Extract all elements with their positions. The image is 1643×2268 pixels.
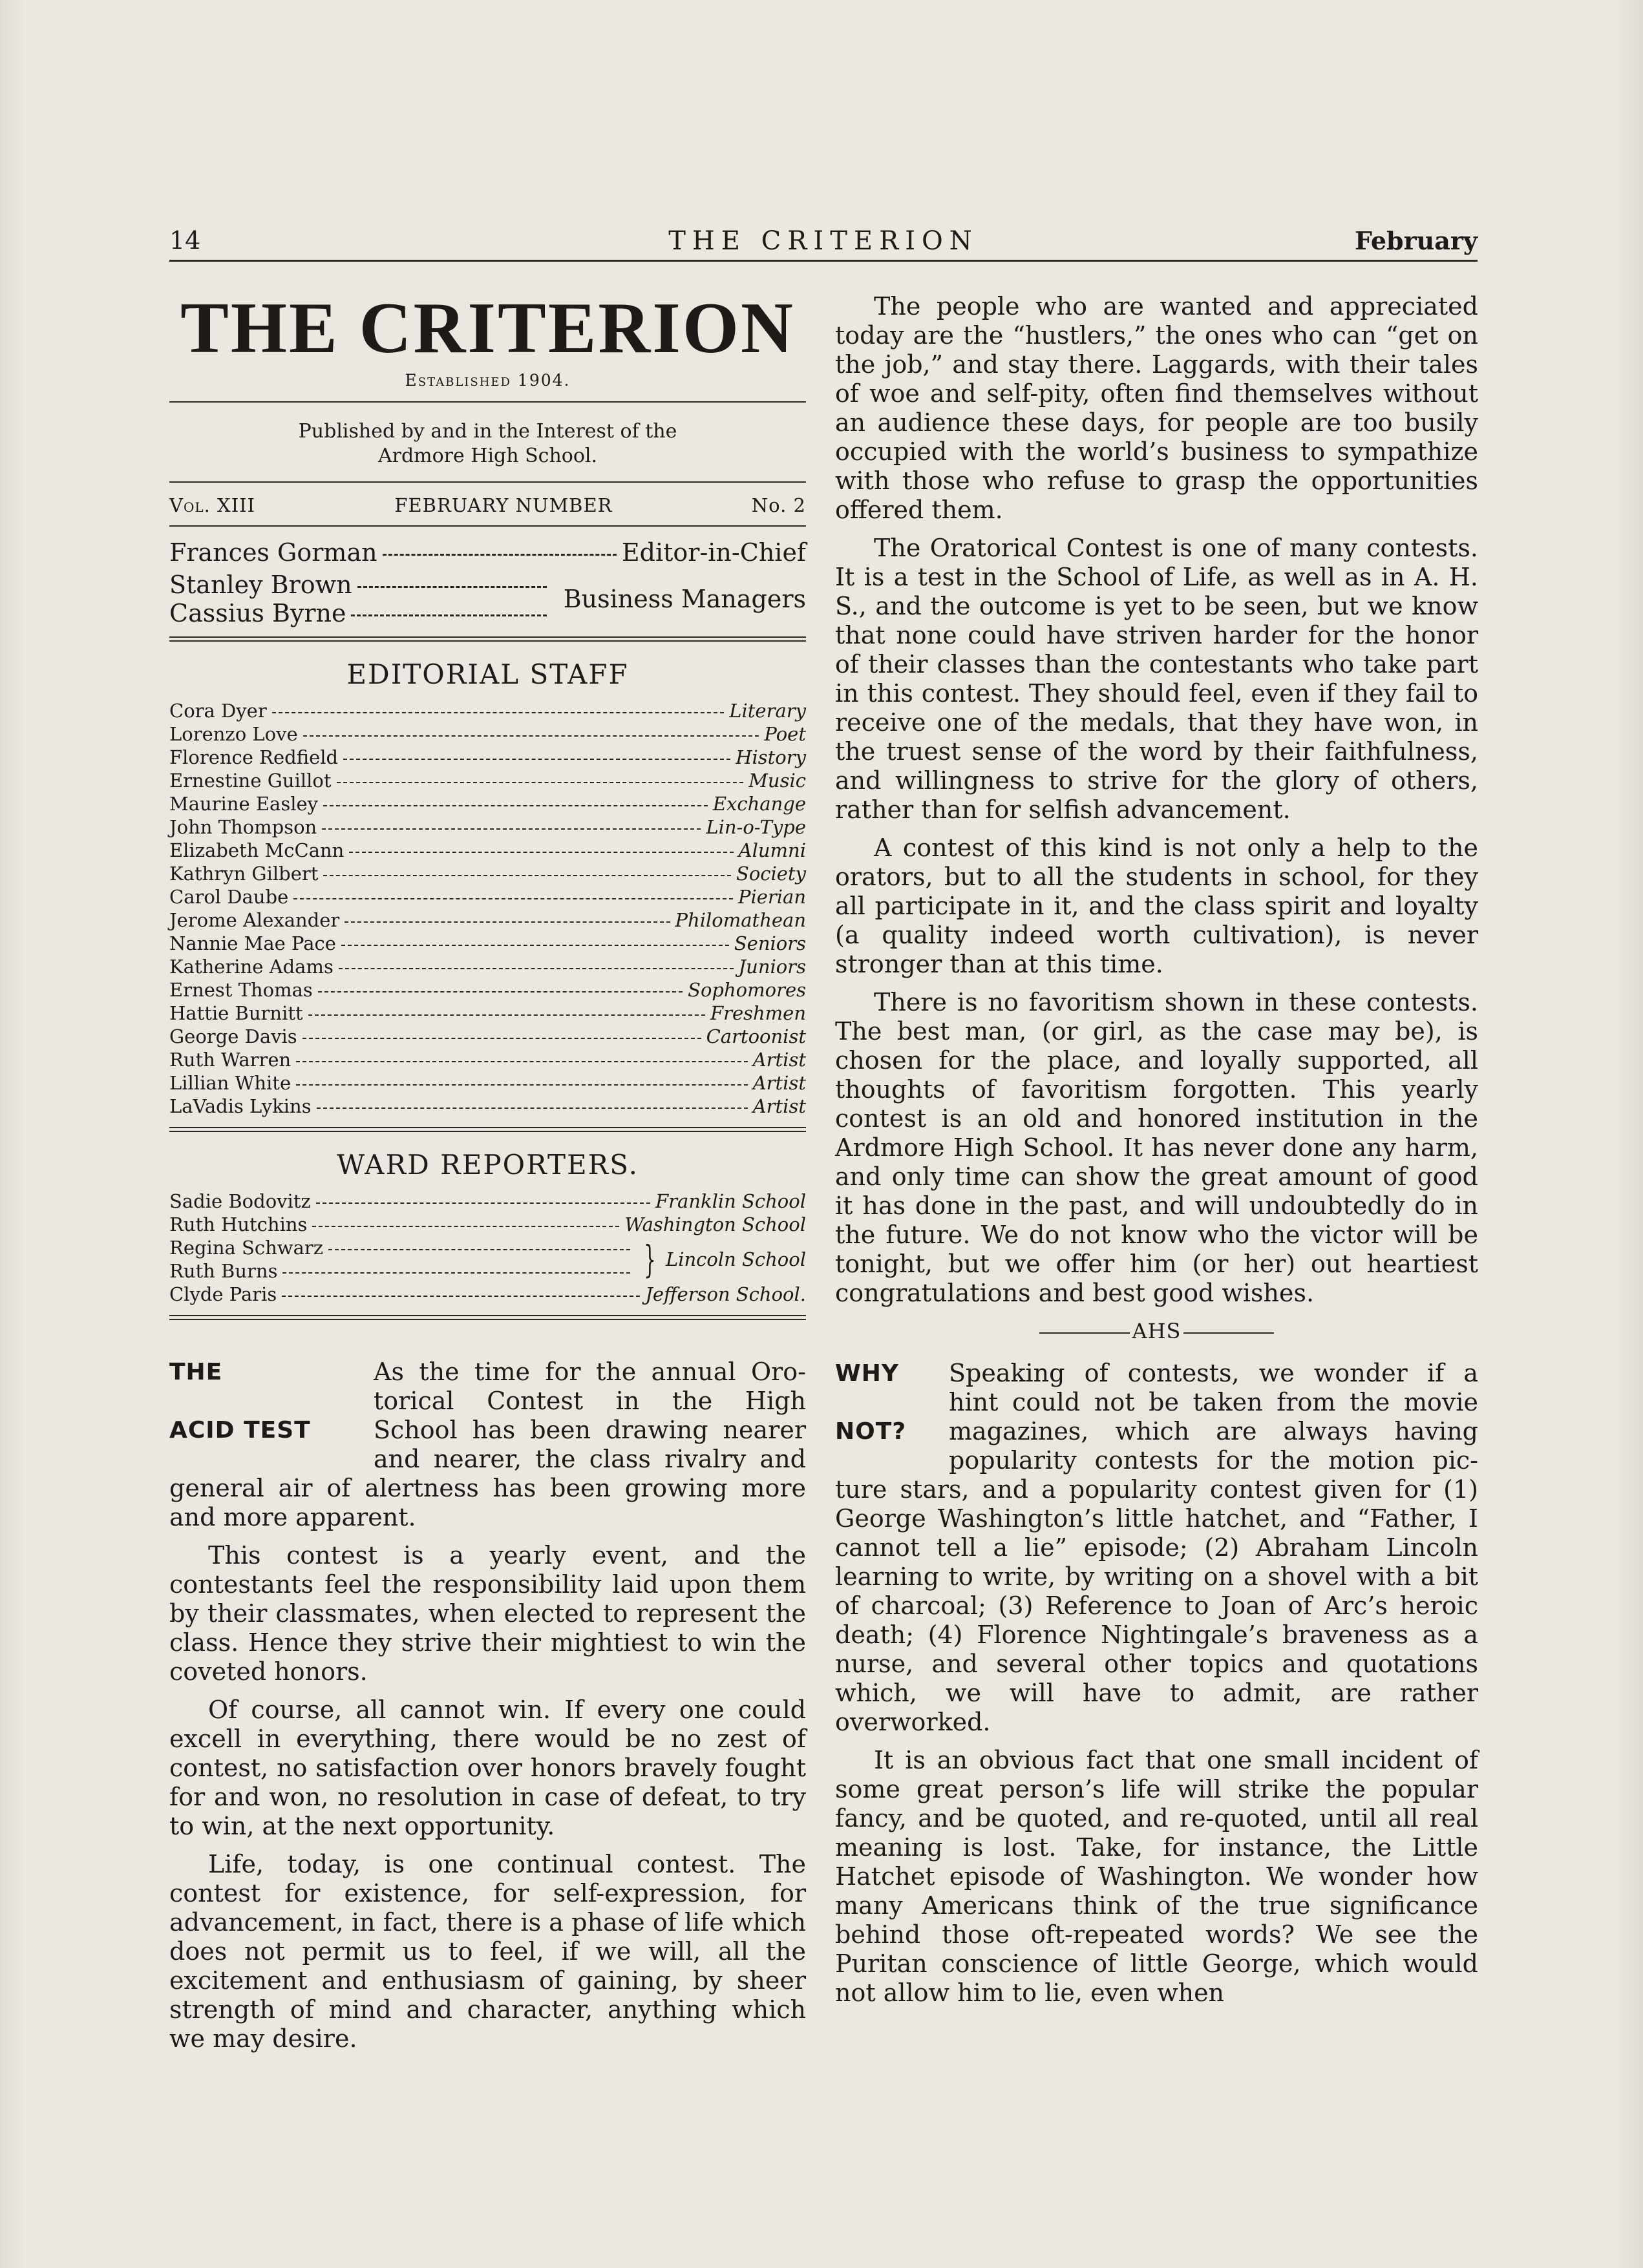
- page-number: 14: [169, 226, 201, 255]
- text-line: and nearer, the class rivalry and: [374, 1445, 806, 1473]
- leader-dots: [323, 875, 731, 876]
- staff-role: Juniors: [738, 956, 806, 978]
- paragraph: general air of alertness has been growing more and more apparent.: [169, 1474, 806, 1531]
- editorial-staff-list: [169, 699, 806, 1118]
- section-separator: [835, 1317, 1478, 1346]
- staff-role: Poet: [764, 723, 806, 745]
- business-manager-name: Stanley Brown: [169, 571, 352, 599]
- leader-dots: [296, 1061, 748, 1062]
- paragraph: It is an obvious fact that one small incident of some great person’s life will strike the popular fancy, and be quoted, and re-quoted, until all real meaning is lost. Take, for instance, the Little Hatchet episode of Washington. We wonder how many Americans think of the true significance behind those oft-repeated words? We see the Puritan conscience of little George, which would not allow him to lie, even when: [835, 1746, 1478, 2007]
- staff-name: Katherine Adams: [169, 956, 334, 978]
- editorial-staff-heading: EDITORIAL STAFF: [346, 658, 629, 690]
- staff-name: Lorenzo Love: [169, 723, 298, 745]
- paragraph: The Oratorical Contest is one of many contests. It is a test in the School of Life, as well as in A. H. S., and the outcome is yet to be seen, but we know that none could have striven harder for the honor of their classes than the contestants who take part in this contest. They should feel, even if they fail to receive one of the medals, that they have won, in the truest sense of the word by their faithfulness, and willingness to strive for the glory of others, rather than for selfish advancement.: [835, 534, 1478, 824]
- leader-dots: [318, 991, 683, 992]
- staff-role: Alumni: [738, 839, 806, 861]
- paragraph: A contest of this kind is not only a help to the orators, but to all the students in school, for they all participate in it, and the class spirit and loyalty (a quality indeed worth cultivation), is never stronger than at this time.: [835, 834, 1478, 978]
- text-line: popularity contests for the motion pic-: [949, 1446, 1478, 1475]
- staff-name: Jerome Alexander: [169, 909, 340, 931]
- business-manager-name: Cassius Byrne: [169, 599, 346, 627]
- leader-dots: [337, 782, 744, 783]
- left-column: [169, 284, 806, 2063]
- text-line: Speaking of contests, we wonder if a: [949, 1359, 1478, 1387]
- staff-name: Maurine Easley: [169, 793, 319, 815]
- leader-dots: [317, 1108, 748, 1109]
- publisher-line: Published by and in the Interest of the: [298, 420, 677, 443]
- text-line: torical Contest in the High: [374, 1387, 806, 1415]
- volume-label: Vol. XIII: [169, 494, 256, 516]
- list-item: [169, 955, 806, 978]
- leader-dots: [351, 614, 546, 616]
- list-item: [169, 1002, 806, 1025]
- leader-dots: [316, 1202, 650, 1204]
- staff-role: Pierian: [737, 886, 806, 908]
- list-item: [169, 1071, 806, 1095]
- list-item: [169, 722, 806, 746]
- right-column: [835, 292, 1478, 2017]
- list-item: [169, 792, 806, 815]
- reporter-name: Ruth Hutchins: [169, 1213, 308, 1235]
- list-item: [169, 839, 806, 862]
- leader-dots: [341, 945, 729, 946]
- leader-dots: [322, 828, 701, 830]
- staff-name: Hattie Burnitt: [169, 1002, 303, 1024]
- article-sidehead: THE: [169, 1359, 223, 1385]
- publisher-note: [169, 419, 806, 468]
- brace-icon: }: [644, 1237, 656, 1281]
- list-item: [169, 1025, 806, 1048]
- leader-dots: [383, 554, 617, 556]
- why-not-article: [835, 1359, 1478, 1475]
- list-item: [169, 1190, 806, 1213]
- leader-dots: [357, 586, 547, 588]
- business-managers: [169, 571, 806, 627]
- paragraph: Life, today, is one continual contest. The contest for existence, for self-expression, for advancement, in fact, there is a phase of life which does not permit us to feel, if we will, all the excitement and enthusiasm of gaining, by sheer strength of mind and character, anything which we may desire.: [169, 1850, 806, 2053]
- reporter-name: Clyde Paris: [169, 1283, 277, 1305]
- list-item: [169, 885, 806, 908]
- staff-role: Lin-o-Type: [706, 816, 806, 838]
- leader-dots: [296, 1084, 748, 1086]
- running-title: THE CRITERION: [668, 226, 979, 256]
- staff-role: Literary: [729, 700, 806, 722]
- editor-role: Editor-in-Chief: [621, 538, 806, 567]
- reporter-school: Franklin School: [655, 1190, 806, 1212]
- issue-name: FEBRUARY NUMBER: [394, 494, 613, 516]
- staff-name: Ernestine Guillot: [169, 770, 332, 792]
- divider: [169, 525, 806, 527]
- leader-dots: [339, 968, 734, 969]
- leader-dots: [328, 1249, 630, 1250]
- double-divider: [169, 1315, 806, 1320]
- staff-role: Artist: [752, 1049, 806, 1071]
- leader-dots: [349, 852, 733, 853]
- double-divider: [169, 1127, 806, 1132]
- list-item: [169, 1283, 806, 1306]
- list-item: [169, 769, 806, 792]
- paragraph: ture stars, and a popularity contest given for (1) George Washington’s little hatchet, and “Father, I cannot tell a lie” episode; (2) Abraham Lincoln learning to write, by writing on a shovel with a bit of charcoal; (3) Reference to Joan of Arc’s heroic death; (4) Florence Nightingale’s braveness as a nurse, and several other topics and quotations which, we will have to admit, are rather overworked.: [835, 1475, 1478, 1736]
- volume-row: [169, 494, 806, 516]
- managers: [169, 538, 806, 627]
- masthead-title: THE CRITERION: [180, 288, 795, 368]
- staff-name: Ruth Warren: [169, 1049, 292, 1071]
- staff-role: Cartoonist: [706, 1025, 806, 1047]
- running-head: [169, 226, 1478, 262]
- article-sidehead: ACID TEST: [169, 1417, 311, 1444]
- staff-name: John Thompson: [169, 816, 317, 838]
- business-manager-role: Business Managers: [563, 585, 806, 613]
- staff-role: Society: [736, 863, 806, 885]
- editor-name: Frances Gorman: [169, 538, 377, 567]
- leader-dots: [303, 735, 759, 737]
- list-item: [169, 862, 806, 885]
- article-sidehead: NOT?: [835, 1418, 907, 1445]
- acid-test-article: [169, 1358, 806, 2053]
- reporter-school: Jefferson School.: [645, 1283, 806, 1305]
- paragraph: This contest is a yearly event, and the contestants feel the responsibility laid upon them by their classmates, when elected to represent the class. Hence they strive their mightiest to win the coveted honors.: [169, 1541, 806, 1686]
- masthead-established: Established 1904.: [405, 371, 571, 390]
- staff-name: Ernest Thomas: [169, 979, 313, 1001]
- list-item: [169, 908, 806, 932]
- text-line: As the time for the annual Oro-: [374, 1358, 806, 1386]
- list-item: [169, 932, 806, 955]
- list-item: [169, 815, 806, 839]
- list-item: [169, 746, 806, 769]
- staff-role: Music: [748, 770, 806, 792]
- staff-name: Cora Dyer: [169, 700, 267, 722]
- article-sidehead: WHY: [835, 1360, 899, 1387]
- staff-name: Nannie Mae Pace: [169, 932, 336, 954]
- staff-role: Freshmen: [710, 1002, 806, 1024]
- divider: [169, 481, 806, 483]
- staff-name: George Davis: [169, 1025, 297, 1047]
- staff-name: Elizabeth McCann: [169, 839, 344, 861]
- reporter-name: Regina Schwarz: [169, 1237, 324, 1259]
- leader-dots: [344, 921, 670, 923]
- text-line: magazines, which are always having: [949, 1417, 1478, 1445]
- running-month: February: [1354, 226, 1478, 255]
- reporter-name: Ruth Burns: [169, 1260, 278, 1282]
- editor-row: [169, 538, 806, 567]
- double-divider: [169, 636, 806, 642]
- list-item: [169, 1236, 806, 1283]
- reporter-name: Sadie Bodovitz: [169, 1190, 311, 1212]
- publisher-line: Ardmore High School.: [377, 445, 598, 467]
- leader-dots: [293, 898, 733, 899]
- list-item: [169, 699, 806, 722]
- leader-dots: [308, 1014, 705, 1016]
- ward-reporters-list: [169, 1190, 806, 1306]
- staff-role: Seniors: [734, 932, 806, 954]
- paragraph: The people who are wanted and appreciated today are the “hustlers,” the ones who can “get on the job,” and stay there. Laggards, with their tales of woe and self-pity, often find themselves without an audience these days, for people are too busily occupied with the world’s business to sympathize with those who refuse to grasp the opportunities offered them.: [835, 292, 1478, 524]
- staff-role: History: [736, 746, 806, 768]
- divider: [169, 401, 806, 403]
- leader-dots: [282, 1296, 640, 1297]
- reporter-school: Washington School: [624, 1213, 806, 1235]
- paragraph: There is no favoritism shown in these contests. The best man, (or girl, as the case may be), is chosen for the place, and loyally supported, all thoughts of favoritism forgotten. This yearly contest is an old and honored institution in the Ardmore High School. It has never done any harm, and only time can show the great amount of good it has done in the past, and will undoubtedly do in the future. We do not know who the victor will be tonight, but we offer him (or her) out heartiest congratulations and best good wishes.: [835, 988, 1478, 1307]
- separator-text: AHS: [1132, 1319, 1182, 1343]
- staff-name: Florence Redfield: [169, 746, 339, 768]
- running-head-rule: [169, 260, 1478, 262]
- text-line: School has been drawing nearer: [374, 1416, 806, 1444]
- list-item: [169, 1048, 806, 1071]
- list-item: [169, 1213, 806, 1236]
- staff-role: Sophomores: [688, 979, 806, 1001]
- list-item: [169, 978, 806, 1002]
- paragraph: Of course, all cannot win. If every one could excell in everything, there would be no zest of contest, no satisfaction over honors bravely fought for and won, no resolution in case of defeat, to try to win, at the next opportunity.: [169, 1696, 806, 1840]
- staff-role: Philomathean: [675, 909, 806, 931]
- staff-role: Exchange: [712, 793, 806, 815]
- leader-dots: [302, 1038, 701, 1039]
- leader-dots: [323, 805, 708, 806]
- leader-dots: [312, 1226, 619, 1227]
- staff-name: LaVadis Lykins: [169, 1095, 312, 1117]
- ward-reporters-heading: WARD REPORTERS.: [337, 1149, 639, 1181]
- reporter-school: Lincoln School: [665, 1248, 806, 1270]
- leader-dots: [272, 712, 725, 713]
- staff-name: Lillian White: [169, 1072, 292, 1094]
- leader-dots: [282, 1272, 630, 1274]
- list-item: [169, 1095, 806, 1118]
- staff-name: Kathryn Gilbert: [169, 863, 319, 885]
- leader-dots: [343, 759, 730, 760]
- staff-name: Carol Daube: [169, 886, 289, 908]
- staff-role: Artist: [752, 1095, 806, 1117]
- text-line: hint could not be taken from the movie: [949, 1388, 1478, 1416]
- issue-number: No. 2: [751, 494, 806, 516]
- staff-role: Artist: [752, 1072, 806, 1094]
